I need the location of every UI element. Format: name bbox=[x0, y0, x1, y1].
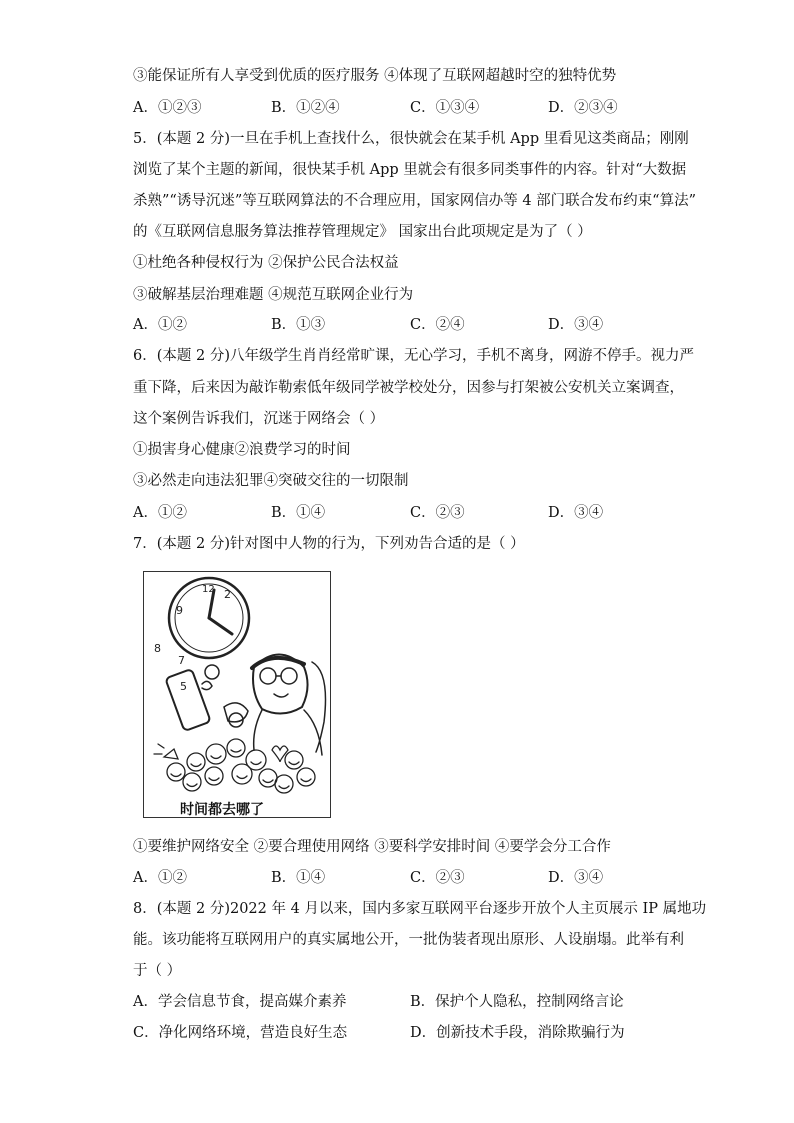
q5-option-a: A．①② bbox=[133, 317, 187, 333]
q7-choices: ①要维护网络安全 ②要合理使用网络 ③要科学安排时间 ④要学会分工合作 bbox=[133, 839, 611, 855]
q6-option-b: B．①④ bbox=[271, 505, 326, 521]
q6-options bbox=[133, 503, 693, 523]
figure-caption: 时间都去哪了 bbox=[180, 802, 264, 818]
q5-stem-line-2: 浏览了某个主题的新闻，很快某手机 App 里就会有很多同类事件的内容。针对“大数据 bbox=[133, 162, 687, 178]
q4-option-d: D．②③④ bbox=[548, 100, 618, 116]
person-icon bbox=[252, 655, 326, 756]
q5-stem-line-3: 杀熟”“诱导沉迷”等互联网算法的不合理应用，国家网信办等 4 部门联合发布约束“算法” bbox=[133, 193, 697, 209]
svg-text:12: 12 bbox=[202, 584, 215, 595]
q7-option-a: A．①② bbox=[133, 870, 187, 886]
q8-stem-line-2: 能。该功能将互联网用户的真实属地公开，一批伪装者现出原形、人设崩塌。此举有利 bbox=[133, 932, 684, 948]
q8-option-a: A．学会信息节食，提高媒介素养 bbox=[133, 994, 347, 1010]
cartoon-drawing bbox=[144, 572, 329, 816]
q7-option-d: D．③④ bbox=[548, 870, 604, 886]
q8-options-ab bbox=[133, 992, 693, 1012]
q5-option-b: B．①③ bbox=[271, 317, 326, 333]
phone-icon bbox=[165, 665, 248, 731]
q4-choice-line: ③能保证所有人享受到优质的医疗服务 ④体现了互联网超越时空的独特优势 bbox=[133, 68, 617, 84]
q4-option-b: B．①②④ bbox=[271, 100, 340, 116]
q4-option-c: C．①③④ bbox=[410, 100, 480, 116]
svg-text:2: 2 bbox=[224, 588, 231, 601]
q6-stem-line-3: 这个案例告诉我们，沉迷于网络会（ ） bbox=[133, 411, 385, 427]
q5-stem-line-4: 的《互联网信息服务算法推荐管理规定》 国家出台此项规定是为了（ ） bbox=[133, 224, 592, 240]
q8-stem-line-1: 8．(本题 2 分)2022 年 4 月以来，国内多家互联网平台逐步开放个人主页展示 IP 属地功 bbox=[133, 901, 707, 917]
emoji-pile-icon bbox=[154, 739, 315, 793]
q6-stem-line-2: 重下降，后来因为敲诈勒索低年级同学被学校处分，因参与打架被公安机关立案调查， bbox=[133, 380, 684, 396]
q7-option-c: C．②③ bbox=[410, 870, 465, 886]
q5-stem-line-1: 5．(本题 2 分)一旦在手机上查找什么，很快就会在某手机 App 里看见这类商品；刚刚 bbox=[133, 131, 689, 147]
q7-option-b: B．①④ bbox=[271, 870, 326, 886]
q6-option-a: A．①② bbox=[133, 505, 187, 521]
q8-option-c: C．净化网络环境，营造良好生态 bbox=[133, 1025, 348, 1041]
q7-cartoon-figure bbox=[143, 571, 331, 818]
q5-option-c: C．②④ bbox=[410, 317, 465, 333]
q6-option-c: C．②③ bbox=[410, 505, 465, 521]
q6-stem-line-1: 6．(本题 2 分)八年级学生肖肖经常旷课，无心学习，手机不离身，网游不停手。视力严 bbox=[133, 348, 694, 364]
q5-choices-12: ①杜绝各种侵权行为 ②保护公民合法权益 bbox=[133, 255, 399, 271]
q7-stem-line-1: 7．(本题 2 分)针对图中人物的行为，下列劝告合适的是（ ） bbox=[133, 536, 525, 552]
q6-choices-12: ①损害身心健康②浪费学习的时间 bbox=[133, 442, 351, 458]
q4-options bbox=[133, 98, 693, 118]
q5-options bbox=[133, 315, 693, 335]
q8-option-d: D．创新技术手段，消除欺骗行为 bbox=[410, 1025, 625, 1041]
svg-text:5: 5 bbox=[180, 680, 187, 693]
svg-text:7: 7 bbox=[178, 654, 185, 667]
clock-icon bbox=[154, 578, 249, 667]
q5-choices-34: ③破解基层治理难题 ④规范互联网企业行为 bbox=[133, 287, 414, 303]
q6-choices-34: ③必然走向违法犯罪④突破交往的一切限制 bbox=[133, 473, 409, 489]
q7-options bbox=[133, 868, 693, 888]
q8-option-b: B．保护个人隐私，控制网络言论 bbox=[410, 994, 624, 1010]
q8-stem-line-3: 于（ ） bbox=[133, 963, 182, 979]
svg-text:8: 8 bbox=[154, 642, 161, 655]
q8-options-cd bbox=[133, 1023, 693, 1043]
q4-option-a: A．①②③ bbox=[133, 100, 202, 116]
q5-option-d: D．③④ bbox=[548, 317, 604, 333]
svg-text:9: 9 bbox=[176, 604, 183, 617]
q6-option-d: D．③④ bbox=[548, 505, 604, 521]
